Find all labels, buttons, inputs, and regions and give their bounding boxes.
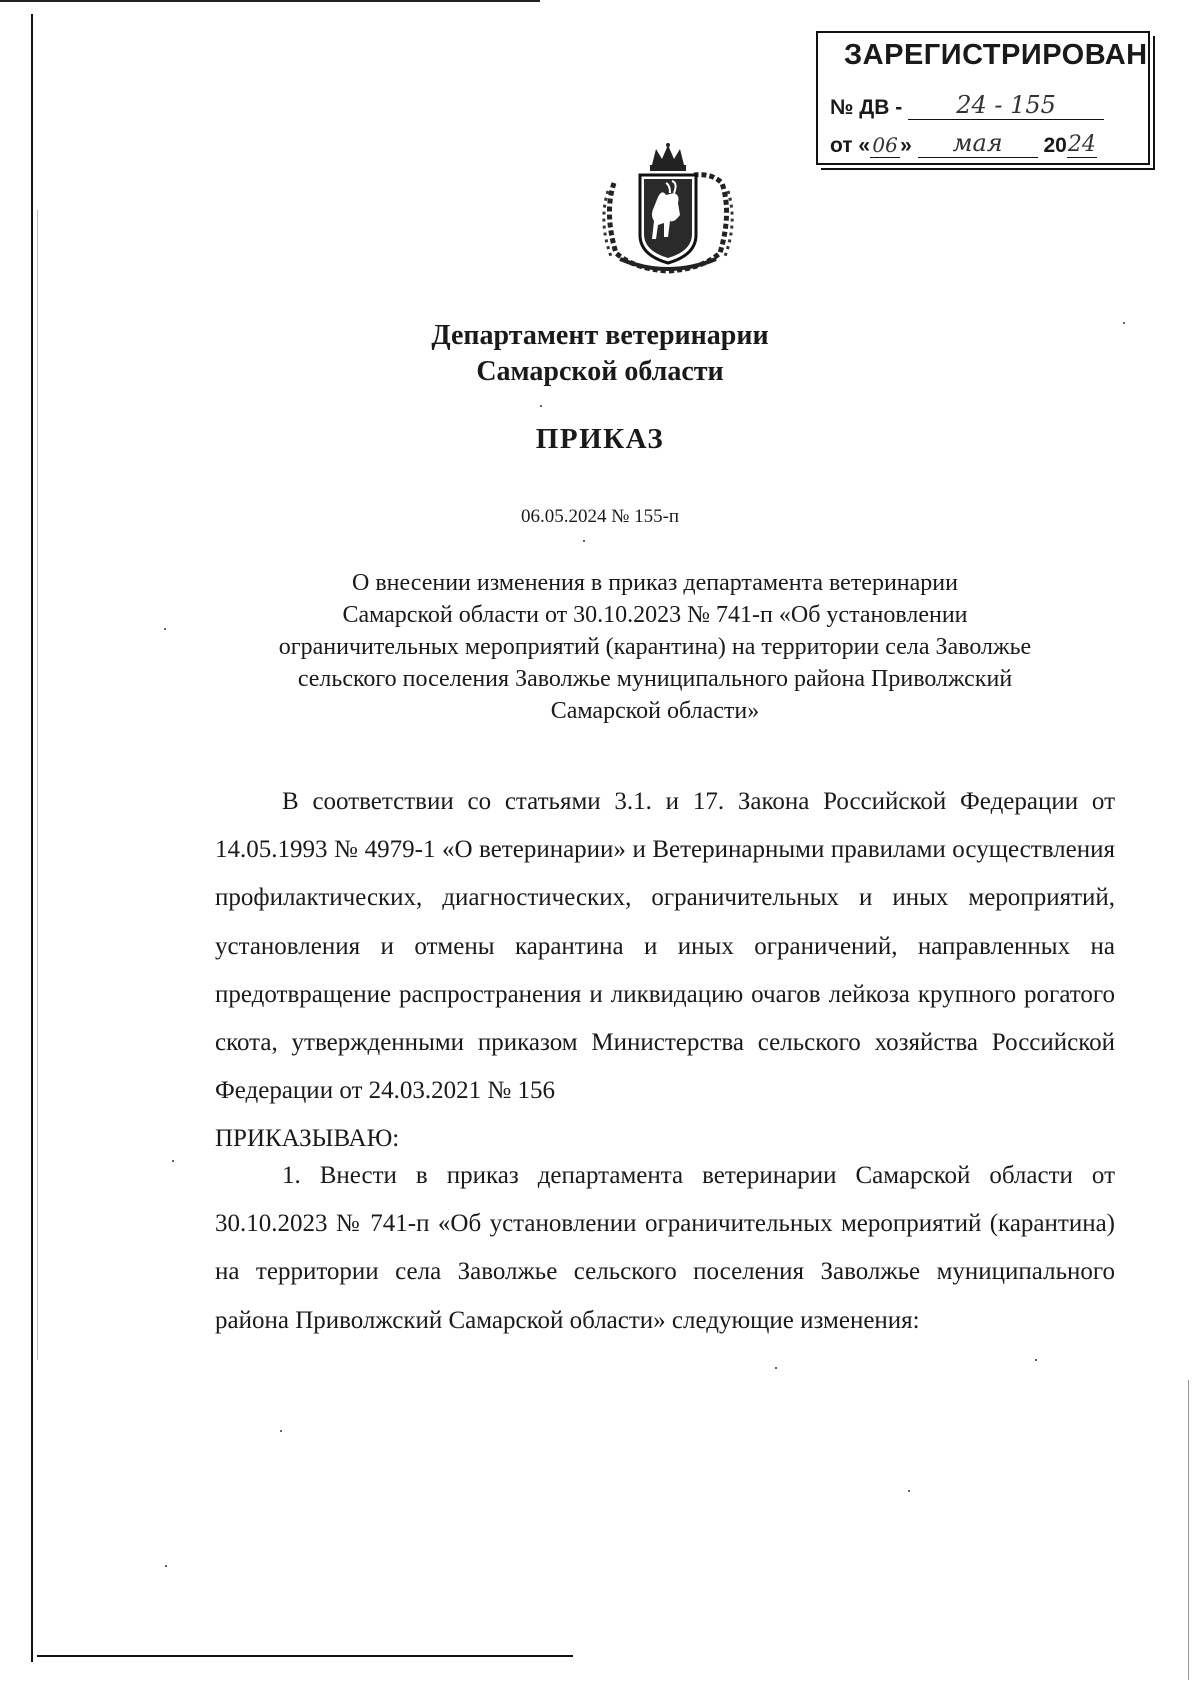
scan-speck <box>172 1160 174 1162</box>
order-item-1: 1. Внести в приказ департамента ветеринарии Самарской области от 30.10.2023 № 741-п «Об установлении ограничительных мероприятий (карантина) на территории села Заволжье сельского поселения Заволжье муниципального района Приволжский Самарской области» следующие изменения: <box>215 1162 1115 1334</box>
department-line2: Самарской области <box>476 356 724 387</box>
stamp-date-day: 06 <box>870 133 900 158</box>
stamp-date-mid: » <box>900 134 912 157</box>
subject-line: О внесении изменения в приказ департамента ветеринарии <box>352 570 958 596</box>
order-word: ПРИКАЗЫВАЮ: <box>215 1125 400 1153</box>
scan-speck <box>1035 1359 1037 1361</box>
subject-line: Самарской области» <box>550 698 760 724</box>
scan-speck <box>164 628 166 630</box>
stamp-date-month: мая <box>918 129 1038 158</box>
stamp-title: ЗАРЕГИСТРИРОВАН <box>844 39 1148 71</box>
scan-edge-bottom <box>37 1655 573 1657</box>
scan-speck <box>583 540 585 542</box>
stamp-number-value: 24 - 155 <box>908 91 1104 120</box>
document-subject <box>170 567 1140 727</box>
stamp-date-year-suffix: 24 <box>1067 132 1096 157</box>
subject-line: ограничительных мероприятий (карантина) на территории села Заволжье <box>278 634 1032 660</box>
stamp-number-row <box>830 91 1140 120</box>
subject-line: Самарской области от 30.10.2023 № 741-п «Об установлении <box>342 602 968 628</box>
stamp-date-prefix: от « <box>830 134 871 157</box>
preamble-text: В соответствии со статьями 3.1. и 17. Закона Российской Федерации от 14.05.1993 № 4979-1 «О ветеринарии» и Ветеринарными правилами осуществления профилактических, диагностических, ограничительных и иных мероприятий, установления и отмены карантина и иных ограничений, направленных на предотвращение распространения и ликвидацию очагов лейкоза крупного рогатого скота, утвержденными приказом Министерства сельского хозяйства Российской Федерации от 24.03.2021 № 156 <box>215 788 1115 1105</box>
samara-coat-of-arms-icon <box>594 143 742 276</box>
scan-speck <box>908 1490 910 1492</box>
department-line1: Департамент ветеринарии <box>431 320 769 351</box>
stamp-date-row <box>830 129 1140 158</box>
document-type: ПРИКАЗ <box>535 423 665 455</box>
scan-edge-left <box>31 14 33 1662</box>
scan-edge-top <box>0 0 540 2</box>
scan-speck <box>775 1367 777 1369</box>
scan-speck <box>165 1565 167 1567</box>
subject-line: сельского поселения Заволжье муниципального района Приволжский <box>297 666 1013 692</box>
registration-stamp <box>816 31 1150 165</box>
document-date-number: 06.05.2024 № 155-п <box>520 506 680 527</box>
scan-speck <box>280 1430 282 1432</box>
stamp-date-year-prefix: 20 <box>1043 134 1067 157</box>
preamble-paragraph <box>215 778 1115 1164</box>
scan-speck <box>540 405 542 407</box>
department-name <box>0 318 1200 390</box>
stamp-number-label: № ДВ - <box>830 96 903 119</box>
scan-edge-right <box>1188 1380 1189 1680</box>
